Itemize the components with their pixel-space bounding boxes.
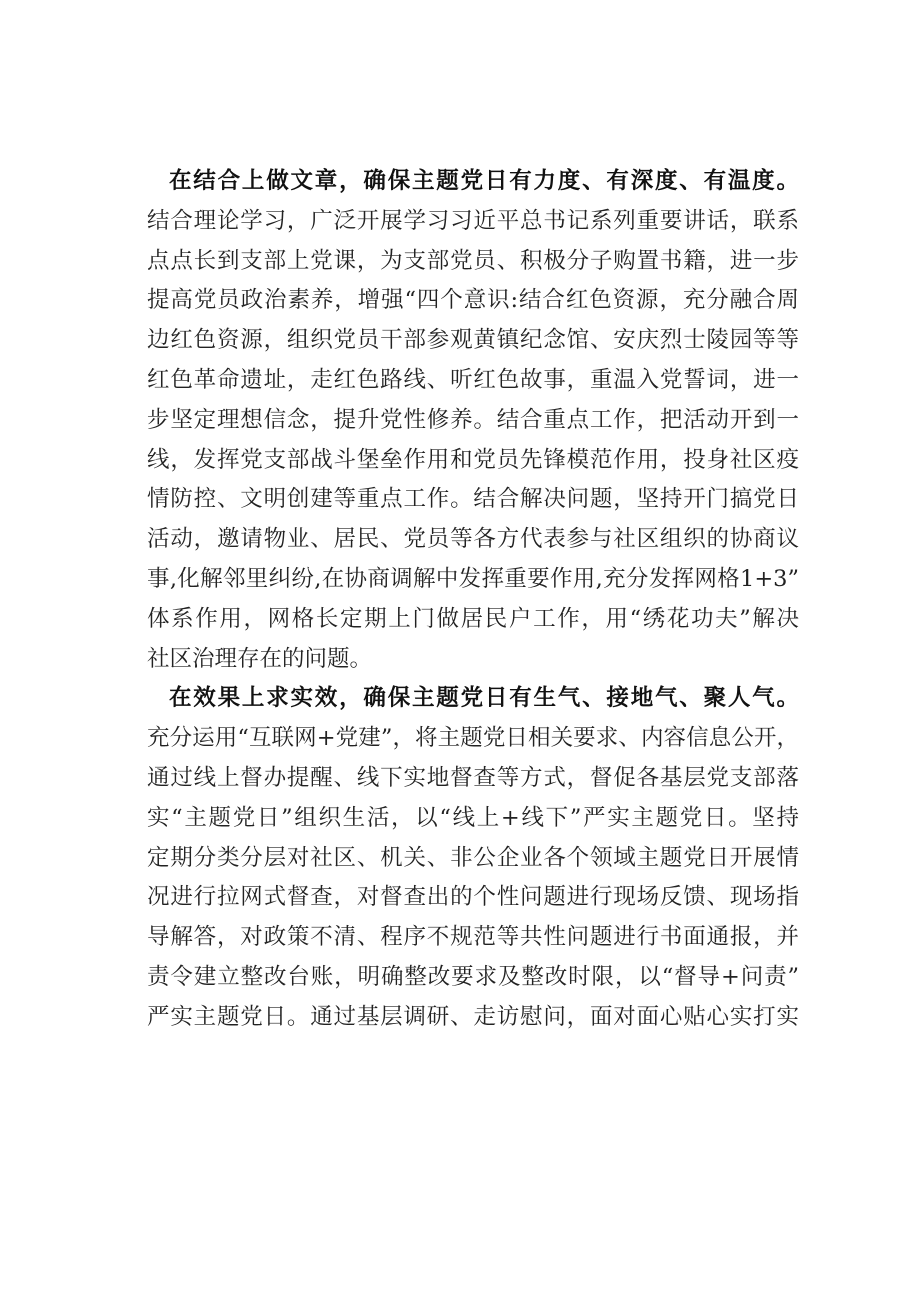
text-line: 提高党员政治素养，增强“四个意识:结合红色资源，充分融合周 [147, 287, 799, 314]
text-line: 实“主题党日”组织生活，以“线上+线下”严实主题党日。坚持 [147, 804, 799, 831]
text-line: 情防控、文明创建等重点工作。结合解决问题，坚持开门搞党日 [147, 486, 799, 513]
text-line: 步坚定理想信念，提升党性修养。结合重点工作，把活动开到一 [147, 406, 799, 433]
text-line: 事,化解邻里纠纷,在协商调解中发挥重要作用,充分发挥网格1+3” [147, 565, 799, 592]
paragraph-1 [147, 162, 799, 679]
paragraph-2 [147, 679, 799, 1037]
paragraph-heading: 在结合上做文章，确保主题党日有力度、有深度、有温度。 [169, 168, 799, 194]
text-line: 活动，邀请物业、居民、党员等各方代表参与社区组织的协商议 [147, 526, 799, 553]
text-line: 严实主题党日。通过基层调研、走访慰问，面对面心贴心实打实 [147, 1003, 799, 1030]
text-line: 社区治理存在的问题。 [147, 645, 373, 672]
text-line: 红色革命遗址，走红色路线、听红色故事，重温入党誓词，进一 [147, 366, 799, 393]
text-line: 导解答，对政策不清、程序不规范等共性问题进行书面通报，并 [147, 924, 799, 951]
paragraph-heading: 在效果上求实效，确保主题党日有生气、接地气、聚人气。 [169, 685, 799, 712]
text-line: 点点长到支部上党课，为支部党员、积极分子购置书籍，进一步 [147, 247, 799, 274]
text-line: 边红色资源，组织党员干部参观黄镇纪念馆、安庆烈士陵园等等 [147, 327, 799, 354]
text-line: 况进行拉网式督查，对督查出的个性问题进行现场反馈、现场指 [147, 884, 799, 911]
text-line: 体系作用，网格长定期上门做居民户工作，用“绣花功夫”解决 [147, 605, 799, 632]
body-text [147, 162, 799, 1038]
text-line: 充分运用“互联网+党建”，将主题党日相关要求、内容信息公开， [147, 725, 799, 752]
text-line: 结合理论学习，广泛开展学习习近平总书记系列重要讲话，联系 [147, 207, 799, 234]
text-line: 责令建立整改台账，明确整改要求及整改时限，以“督导+问责” [147, 963, 799, 990]
text-line: 线，发挥党支部战斗堡垒作用和党员先锋模范作用，投身社区疫 [147, 446, 799, 473]
text-line: 通过线上督办提醒、线下实地督查等方式，督促各基层党支部落 [147, 764, 799, 791]
text-line: 定期分类分层对社区、机关、非公企业各个领域主题党日开展情 [147, 844, 799, 871]
